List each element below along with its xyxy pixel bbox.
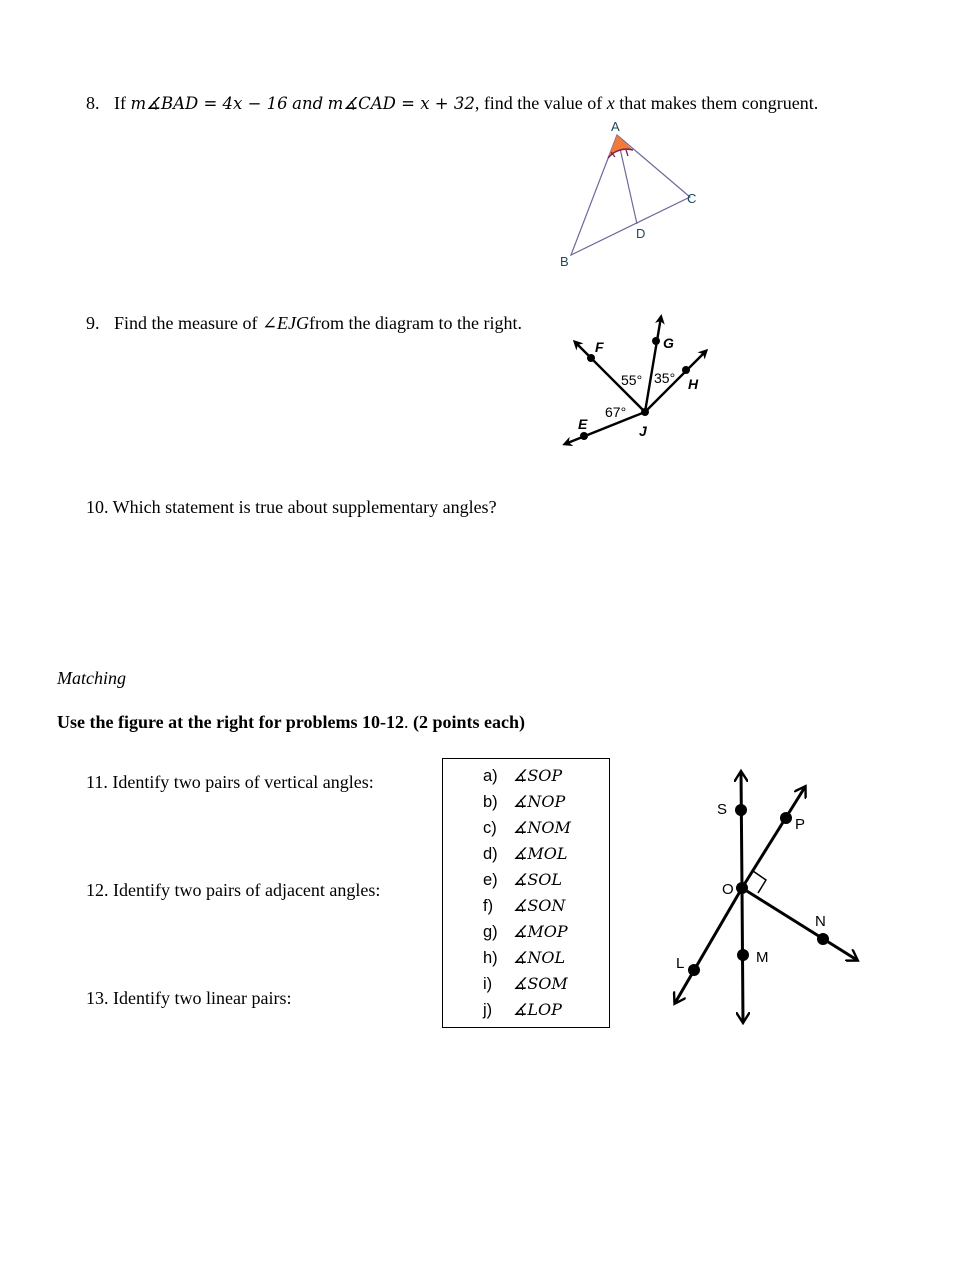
angle-ejf-value: 67° — [605, 404, 627, 420]
vertex-label-c: C — [687, 191, 697, 206]
q8-expression-2: m∡CAD = x + 32 — [327, 94, 475, 113]
section-title: Matching — [57, 668, 126, 688]
q8-and: and — [292, 94, 324, 113]
question-9 — [86, 313, 522, 334]
q9-angle: ∠EJG — [261, 313, 310, 333]
point-f — [587, 354, 595, 362]
question-12: 12. Identify two pairs of adjacent angles: — [86, 880, 381, 900]
ray-ol — [675, 888, 742, 1003]
triangle-abc — [571, 135, 690, 255]
q8-variable: x — [606, 93, 615, 113]
ray-os — [741, 772, 742, 888]
point-n — [817, 933, 829, 945]
point-m — [737, 949, 749, 961]
angle-a-shading — [608, 135, 633, 158]
q9-text-a: Find the measure of — [114, 313, 258, 333]
label-h: H — [688, 376, 699, 392]
label-m: M — [756, 949, 769, 966]
choice-i: i) ∡SOM — [483, 974, 568, 993]
segment-ad — [617, 135, 637, 224]
vertex-label-b: B — [560, 254, 569, 269]
point-p — [780, 812, 792, 824]
ray-jh — [645, 351, 706, 412]
question-11: 11. Identify two pairs of vertical angles: — [86, 772, 374, 792]
choice-g: g) ∡MOP — [483, 922, 568, 941]
choice-f: f) ∡SON — [483, 896, 566, 915]
instruction-text: Use the figure at the right for problems 10-12 — [57, 712, 404, 732]
q8-expression-1: m∡BAD = 4x − 16 — [130, 94, 288, 113]
ray-je — [565, 412, 645, 444]
q8-prefix: If — [114, 93, 126, 113]
point-l — [688, 964, 700, 976]
ray-on — [742, 888, 857, 960]
question-10: 10. Which statement is true about supplementary angles? — [86, 497, 497, 517]
q9-text-b: from the diagram to the right. — [309, 313, 522, 333]
question-13: 13. Identify two linear pairs: — [86, 988, 292, 1008]
choice-e: e) ∡SOL — [483, 870, 563, 889]
label-f: F — [595, 339, 604, 355]
label-p: P — [795, 816, 806, 833]
answer-choices-box — [442, 758, 610, 1028]
angle-tick-2 — [626, 150, 628, 156]
angle-tick-1 — [611, 152, 615, 157]
choice-a: a) ∡SOP — [483, 766, 563, 785]
label-e: E — [578, 416, 588, 432]
angle-fjg-value: 55° — [621, 372, 643, 388]
choice-b: b) ∡NOP — [483, 792, 566, 811]
label-l: L — [676, 955, 685, 972]
ray-jg — [645, 317, 661, 412]
vertex-label-d: D — [636, 226, 646, 241]
question-8 — [86, 93, 818, 114]
instruction-points: (2 points each) — [412, 712, 525, 732]
point-j — [641, 408, 649, 416]
point-h — [682, 366, 690, 374]
choice-c: c) ∡NOM — [483, 818, 571, 837]
choice-d: d) ∡MOL — [483, 844, 568, 863]
question-number: 9. — [86, 313, 100, 333]
point-s — [735, 804, 747, 816]
angle-gjh-value: 35° — [654, 370, 676, 386]
label-o: O — [722, 881, 734, 898]
section-instruction — [57, 712, 525, 733]
vertex-label-a: A — [611, 119, 620, 134]
instruction-separator: . — [403, 712, 409, 732]
ray-op — [742, 787, 805, 888]
choice-h: h) ∡NOL — [483, 948, 566, 967]
point-g — [652, 337, 660, 345]
question-number: 8. — [86, 93, 100, 113]
choice-j: j) ∡LOP — [483, 1000, 562, 1019]
q8-text-b: that makes them congruent. — [619, 93, 819, 113]
angle-a-arc — [608, 149, 633, 158]
right-angle-mark — [753, 871, 766, 893]
q8-text-a: , find the value of — [474, 93, 603, 113]
label-j: J — [639, 423, 647, 439]
label-g: G — [663, 335, 674, 351]
ray-om — [742, 888, 743, 1022]
ray-jf — [575, 342, 645, 412]
label-n: N — [815, 913, 826, 930]
point-e — [580, 432, 588, 440]
point-o — [736, 882, 748, 894]
label-s: S — [717, 801, 728, 818]
